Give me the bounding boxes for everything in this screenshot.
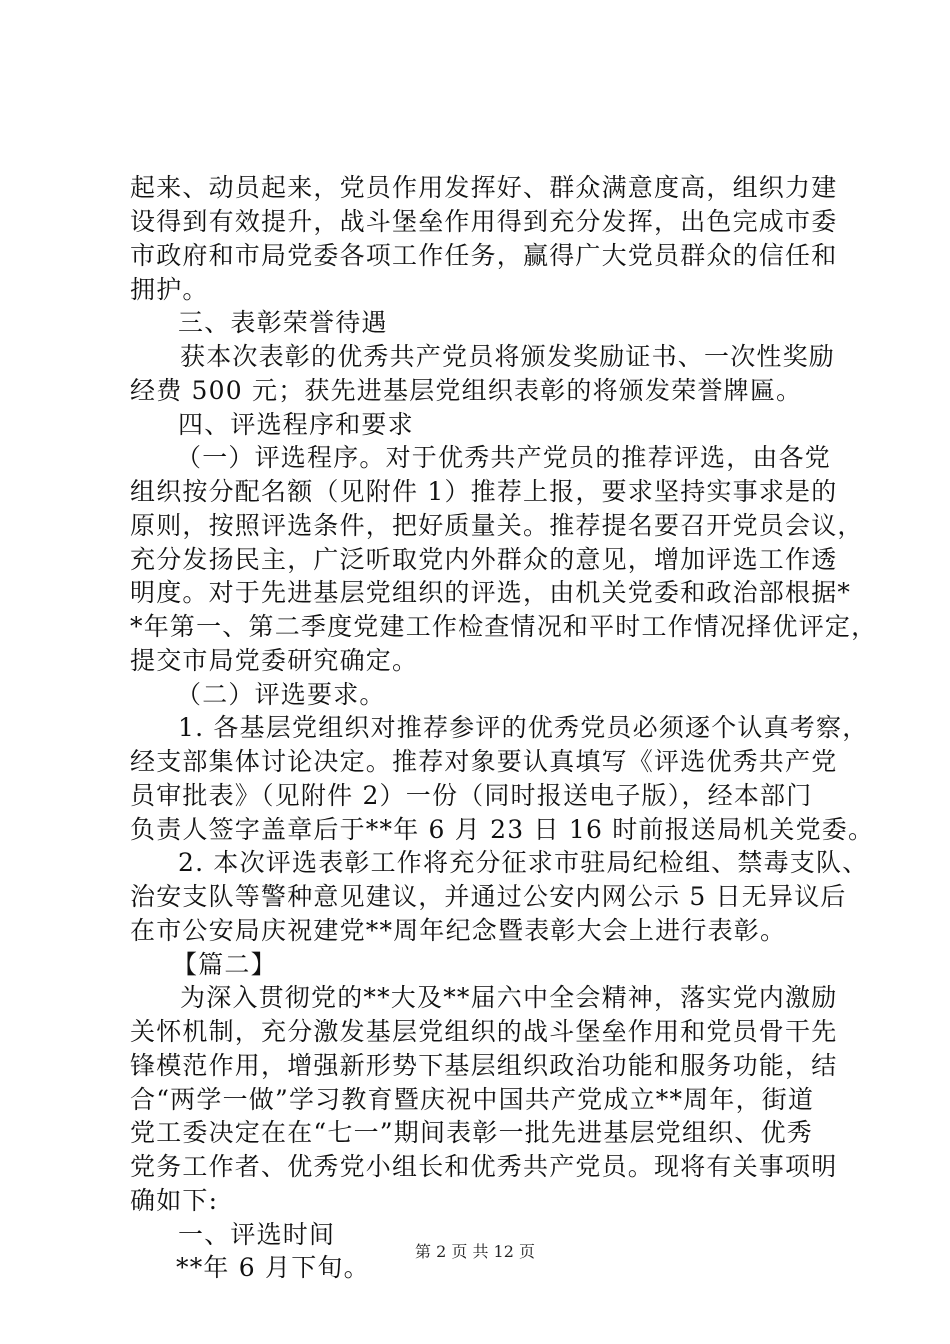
text-line: 党工委决定在在“七一”期间表彰一批先进基层党组织、优秀 — [130, 1118, 813, 1147]
page-number: 第 2 页 共 12 页 — [415, 1242, 535, 1261]
text-line: 组织按分配名额（见附件 1）推荐上报，要求坚持实事求是的 — [130, 477, 838, 506]
text-line: 锋模范作用，增强新形势下基层组织政治功能和服务功能，结 — [130, 1051, 838, 1080]
section-heading: 四、评选程序和要求 — [178, 410, 414, 439]
text-line: 充分发扬民主，广泛听取党内外群众的意见，增加评选工作透 — [130, 545, 838, 574]
text-line: 提交市局党委研究确定。 — [130, 646, 419, 675]
text-line: 治安支队等警种意见建议，并通过公安内网公示 5 日无异议后 — [130, 882, 847, 911]
subsection-heading: （一）评选程序。对于优秀共产党员的推荐评选，由各党 — [176, 443, 832, 472]
text-line: **年 6 月下旬。 — [176, 1253, 370, 1282]
text-line: 负责人签字盖章后于**年 6 月 23 日 16 时前报送局机关党委。 — [130, 815, 875, 844]
text-line: 关怀机制，充分激发基层党组织的战斗堡垒作用和党员骨干先 — [130, 1017, 838, 1046]
section-heading: 三、表彰荣誉待遇 — [178, 308, 388, 337]
text-line: 确如下: — [130, 1186, 219, 1215]
text-line: 市政府和市局党委各项工作任务，赢得广大党员群众的信任和 — [130, 241, 838, 270]
text-line: 员审批表》（见附件 2）一份（同时报送电子版），经本部门 — [130, 781, 813, 810]
text-line: 合“两学一做”学习教育暨庆祝中国共产党成立**周年，街道 — [130, 1085, 815, 1114]
list-item: 1. 各基层党组织对推荐参评的优秀党员必须逐个认真考察， — [178, 713, 869, 742]
list-item: 2. 本次评选表彰工作将充分征求市驻局纪检组、禁毒支队、 — [178, 848, 869, 877]
text-line: 经费 500 元；获先进基层党组织表彰的将颁发荣誉牌匾。 — [130, 376, 803, 405]
section-heading: 一、评选时间 — [178, 1220, 336, 1249]
text-line: 明度。对于先进基层党组织的评选，由机关党委和政治部根据* — [130, 578, 852, 607]
text-line: 为深入贯彻党的**大及**届六中全会精神，落实党内激励 — [180, 983, 838, 1012]
text-line: 起来、动员起来，党员作用发挥好、群众满意度高，组织力建 — [130, 173, 838, 202]
text-line: 在市公安局庆祝建党**周年纪念暨表彰大会上进行表彰。 — [130, 916, 787, 945]
text-line: 拥护。 — [130, 275, 209, 304]
section-marker: 【篇二】 — [172, 950, 277, 979]
text-line: 获本次表彰的优秀共产党员将颁发奖励证书、一次性奖励 — [180, 342, 836, 371]
text-line: 经支部集体讨论决定。推荐对象要认真填写《评选优秀共产党 — [130, 747, 838, 776]
text-line: 原则，按照评选条件，把好质量关。推荐提名要召开党员会议， — [130, 511, 864, 540]
text-line: 设得到有效提升，战斗堡垒作用得到充分发挥，出色完成市委 — [130, 207, 838, 236]
text-line: 党务工作者、优秀党小组长和优秀共产党员。现将有关事项明 — [130, 1152, 838, 1181]
subsection-heading: （二）评选要求。 — [176, 680, 386, 709]
text-line: *年第一、第二季度党建工作检查情况和平时工作情况择优评定， — [130, 612, 878, 641]
